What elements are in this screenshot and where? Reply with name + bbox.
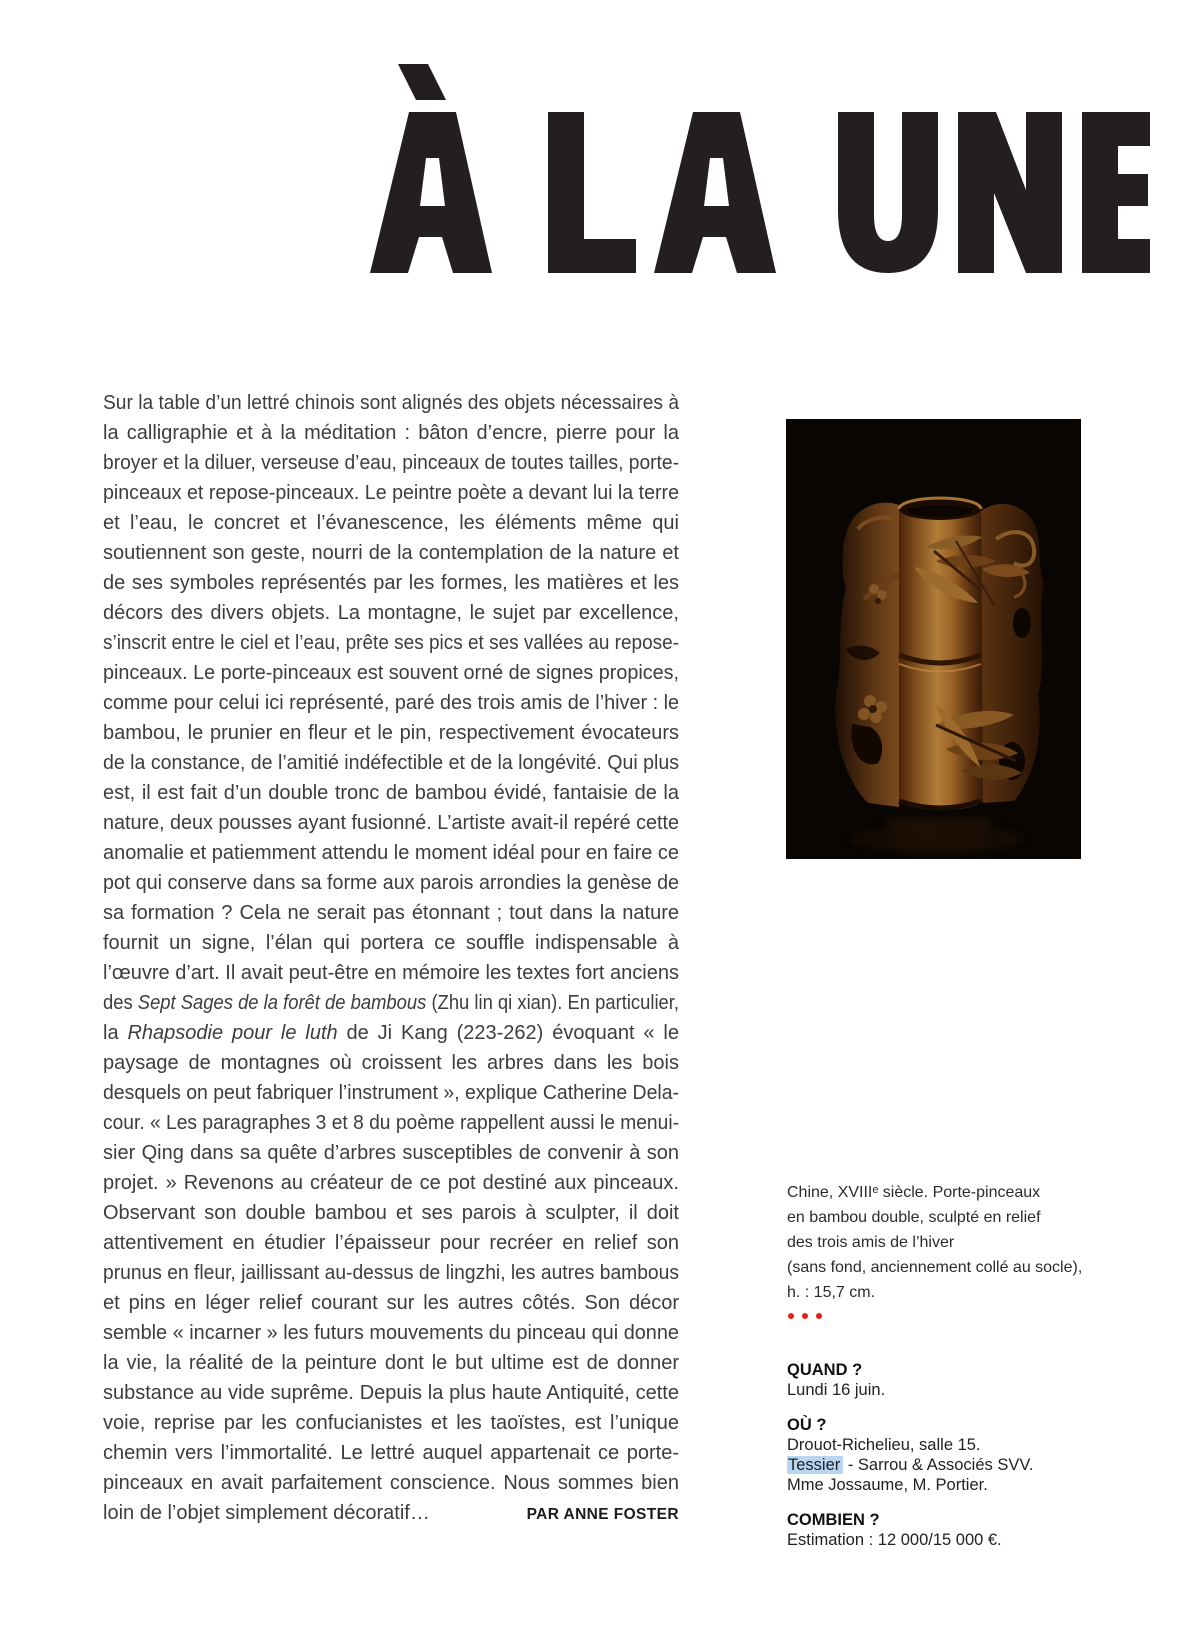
headline-letter-l (548, 112, 636, 273)
red-dot (788, 1313, 794, 1319)
article-text-line: comme pour celui ici représenté, paré des trois amis de l’hiver : le (103, 692, 679, 714)
article-text-line: pinceaux. Le porte-pinceaux est souvent orné de signes propices, (103, 662, 679, 684)
article-text-line: broyer et la diluer, verseuse d’eau, pinceaux de toutes tailles, porte- (103, 452, 679, 474)
article-text-line: des Sept Sages de la forêt de bambous (Zhu lin qi xian). En particulier, (103, 992, 679, 1014)
where-auction-house (787, 1455, 1117, 1475)
estimate-value: Estimation : 12 000/15 000 €. (787, 1531, 1002, 1549)
article-text-line: la Rhapsodie pour le luth de Ji Kang (223-262) évoquant « le (103, 1022, 679, 1044)
article-body (103, 388, 679, 1528)
article-text-line: cour. « Les paragraphes 3 et 8 du poème rappellent aussi le menui- (103, 1112, 679, 1134)
article-text-line: prunus en fleur, jaillissant au-dessus de lingzhi, les autres bambous (103, 1262, 679, 1284)
caption-line: h. : 15,7 cm. (787, 1284, 876, 1301)
article-text-line: pot qui conserve dans sa forme aux parois arrondies la genèse de (103, 872, 679, 894)
article-text-line: desquels on peut fabriquer l’instrument », explique Catherine Dela- (103, 1082, 679, 1104)
article-text-line: substance au vide suprême. Depuis la plus haute Antiquité, cette (103, 1382, 679, 1404)
caption-line: (sans fond, anciennement collé au socle), (787, 1259, 1083, 1276)
red-dot (816, 1313, 822, 1319)
article-text-line: pinceaux en avait parfaitement conscience. Nous sommes bien (103, 1472, 679, 1494)
article-lines (103, 388, 679, 1498)
brushpot-illustration (786, 419, 1081, 859)
article-text-line: pinceaux et repose-pinceaux. Le peintre poète a devant lui la terre (103, 482, 679, 504)
where-venue: Drouot-Richelieu, salle 15. (787, 1436, 981, 1454)
article-text-line: chemin vers l’immortalité. Le lettré auquel appartenait ce porte- (103, 1442, 679, 1464)
red-ellipsis-icon (788, 1313, 822, 1319)
article-text-line: fournit un signe, l’élan qui portera ce souffle indispensable à (103, 932, 679, 954)
brushpot-photo (786, 419, 1081, 859)
article-text-line: paysage de montagnes où croissent les arbres dans les bois (103, 1052, 679, 1074)
when-label: QUAND ? (787, 1361, 863, 1379)
article-text-line: l’œuvre d’art. Il avait peut-être en mémoire les textes fort anciens (103, 962, 679, 984)
article-text-line: décors des divers objets. La montagne, le sujet par excellence, (103, 602, 679, 624)
when-group (787, 1360, 1117, 1400)
article-text-line: anomalie et patiemment attendu le moment idéal pour en faire ce (103, 842, 679, 864)
caption-line: Chine, XVIIIᵉ siècle. Porte-pinceaux (787, 1184, 1041, 1201)
article-text-line: nature, deux pousses ayant fusionné. L’artiste avait-il repéré cette (103, 812, 679, 834)
article-text-line: et l’eau, le concret et l’évanescence, les éléments même qui (103, 512, 679, 534)
headline-letter-a-grave (370, 112, 492, 273)
where-label: OÙ ? (787, 1416, 827, 1434)
article-last-row (103, 1498, 679, 1528)
when-value: Lundi 16 juin. (787, 1381, 886, 1399)
sale-details (787, 1360, 1117, 1550)
where-experts: Mme Jossaume, M. Portier. (787, 1476, 988, 1494)
caption-line: en bambou double, sculpté en relief (787, 1209, 1041, 1226)
how-much-group (787, 1510, 1117, 1550)
article-text-line: loin de l’objet simplement décoratif… (103, 1502, 430, 1524)
headline-letter-e (1082, 112, 1150, 273)
article-text-line: projet. » Revenons au créateur de ce pot destiné aux pinceaux. (103, 1172, 679, 1194)
article-text-line: la vie, la réalité de la peinture dont le but ultime est de donner (103, 1352, 679, 1374)
auction-house-rest: - Sarrou & Associés SVV. (843, 1456, 1034, 1474)
caption-line: des trois amis de l’hiver (787, 1234, 955, 1251)
article-text-line: la calligraphie et à la méditation : bâton d’encre, pierre pour la (103, 422, 679, 444)
article-text-line: Sur la table d’un lettré chinois sont alignés des objets nécessaires à (103, 392, 679, 414)
article-text-line: sa formation ? Cela ne serait pas étonnant ; tout dans la nature (103, 902, 679, 924)
article-text-line: est, il est fait d’un double tronc de bambou évidé, fantaisie de la (103, 782, 679, 804)
headline-letter-a-grave-accent (398, 64, 446, 100)
headline-letter-n (958, 112, 1062, 273)
how-much-label: COMBIEN ? (787, 1511, 880, 1529)
article-text-line: sier Qing dans sa quête d’arbres susceptibles de convenir à son (103, 1142, 679, 1164)
article-text-line: de la constance, de l’amitié indéfectible et de la longévité. Qui plus (103, 752, 679, 774)
article-text-line: de ses symboles représentés par les formes, les matières et les (103, 572, 679, 594)
article-text-line: s’inscrit entre le ciel et l’eau, prête ses pics et ses vallées au repose- (103, 632, 679, 654)
article-text-line: semble « incarner » les futurs mouvements du pinceau qui donne (103, 1322, 679, 1344)
article-text-line: bambou, le prunier en fleur et le pin, respectivement évocateurs (103, 722, 679, 744)
article-text-line: Observant son double bambou et ses parois à sculpter, il doit (103, 1202, 679, 1224)
where-group (787, 1415, 1117, 1495)
headline-letter-u (838, 112, 938, 273)
auction-house-highlight: Tessier (787, 1456, 843, 1474)
article-text-line: voie, reprise par les confucianistes et les taoïstes, est l’unique (103, 1412, 679, 1434)
red-dot (802, 1313, 808, 1319)
article-text-line: et pins en léger relief courant sur les autres côtés. Son décor (103, 1292, 679, 1314)
author-byline: PAR ANNE FOSTER (526, 1506, 679, 1523)
article-text-line: soutiennent son geste, nourri de la contemplation de la nature et (103, 542, 679, 564)
photo-caption (787, 1180, 1117, 1305)
article-text-line: attentivement en étudier l’épaisseur pour recréer en relief son (103, 1232, 679, 1254)
headline-letter-a (654, 112, 776, 273)
